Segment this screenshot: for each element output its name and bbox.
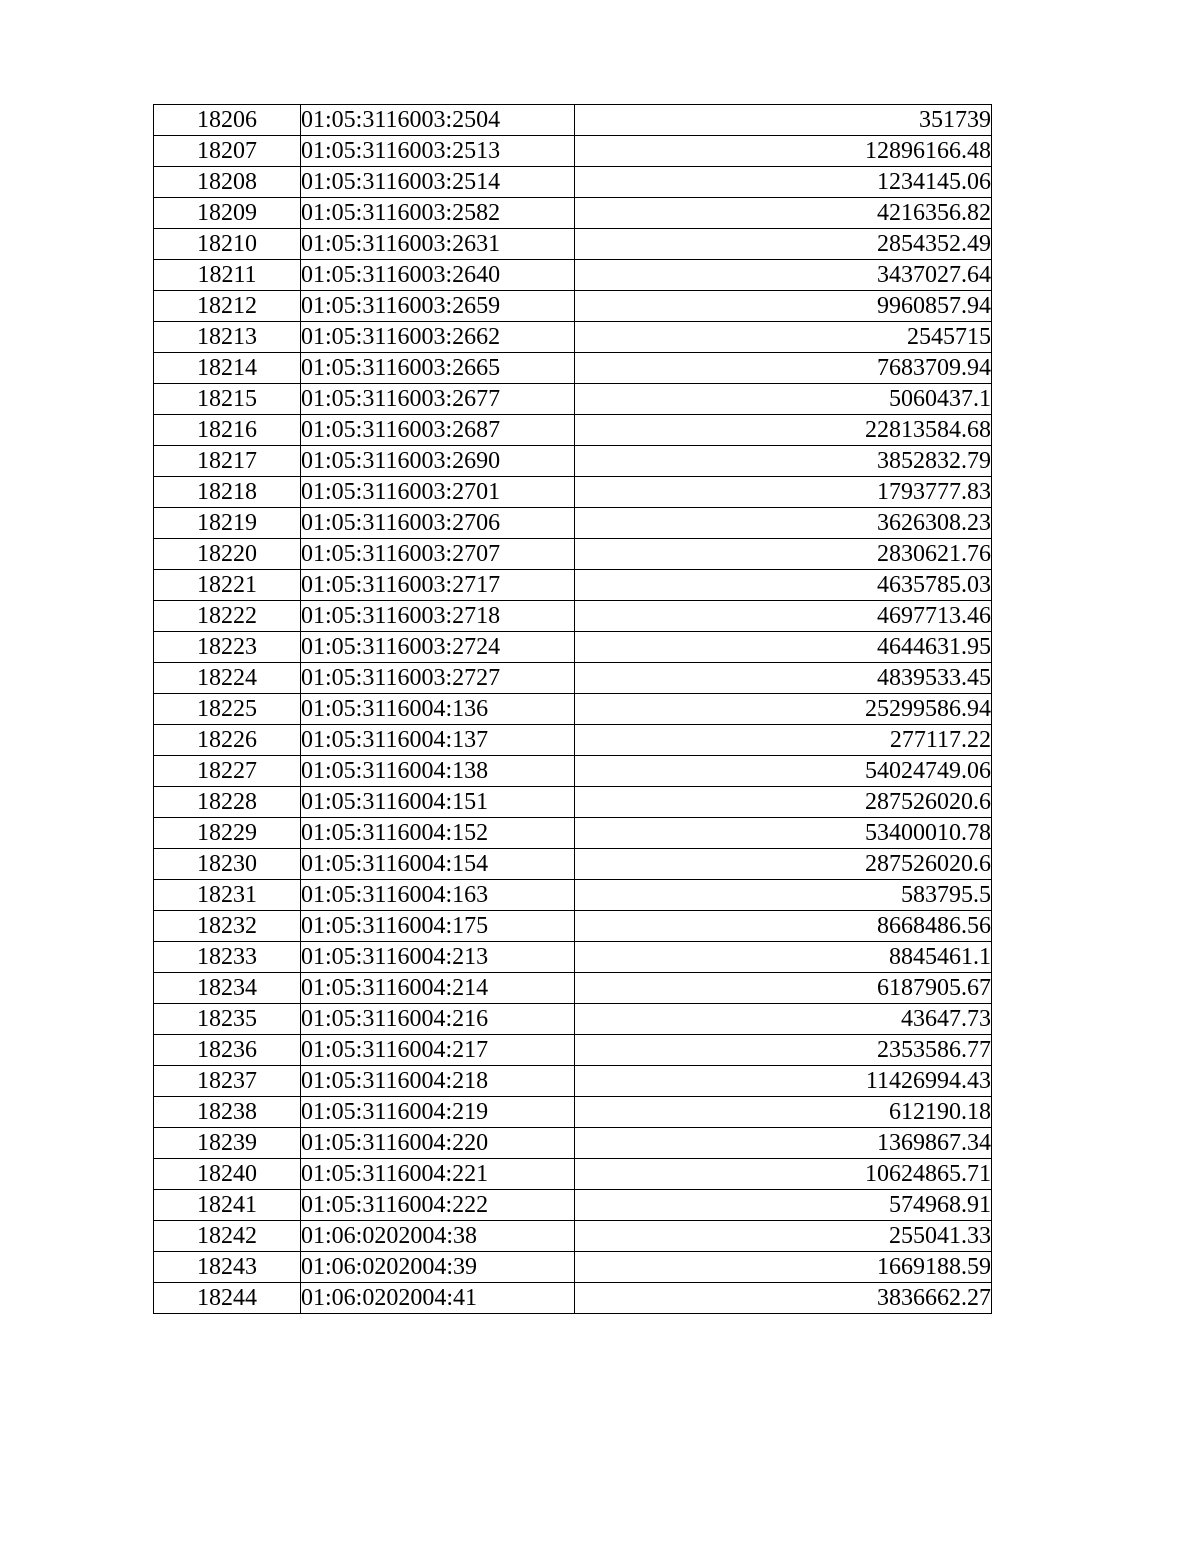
document-page xyxy=(153,104,991,1314)
table-row xyxy=(154,1190,992,1221)
row-id-cell: 18227 xyxy=(154,756,301,787)
value-cell: 4216356.82 xyxy=(575,198,992,229)
row-id-cell: 18243 xyxy=(154,1252,301,1283)
row-id-cell: 18234 xyxy=(154,973,301,1004)
row-id-cell: 18233 xyxy=(154,942,301,973)
row-id-cell: 18224 xyxy=(154,663,301,694)
table-row xyxy=(154,942,992,973)
value-cell: 3626308.23 xyxy=(575,508,992,539)
table-row xyxy=(154,229,992,260)
cadastral-code-cell: 01:05:3116004:137 xyxy=(301,725,575,756)
row-id-cell: 18231 xyxy=(154,880,301,911)
cadastral-code-cell: 01:05:3116003:2706 xyxy=(301,508,575,539)
cadastral-code-cell: 01:05:3116004:219 xyxy=(301,1097,575,1128)
table-row xyxy=(154,508,992,539)
cadastral-code-cell: 01:05:3116003:2707 xyxy=(301,539,575,570)
cadastral-code-cell: 01:05:3116003:2513 xyxy=(301,136,575,167)
row-id-cell: 18236 xyxy=(154,1035,301,1066)
cadastral-code-cell: 01:05:3116003:2717 xyxy=(301,570,575,601)
table-row xyxy=(154,446,992,477)
row-id-cell: 18229 xyxy=(154,818,301,849)
table-row xyxy=(154,415,992,446)
table-row xyxy=(154,849,992,880)
row-id-cell: 18214 xyxy=(154,353,301,384)
row-id-cell: 18238 xyxy=(154,1097,301,1128)
table-row xyxy=(154,291,992,322)
row-id-cell: 18208 xyxy=(154,167,301,198)
value-cell: 3852832.79 xyxy=(575,446,992,477)
value-cell: 2545715 xyxy=(575,322,992,353)
value-cell: 10624865.71 xyxy=(575,1159,992,1190)
value-cell: 287526020.6 xyxy=(575,849,992,880)
value-cell: 1793777.83 xyxy=(575,477,992,508)
value-cell: 12896166.48 xyxy=(575,136,992,167)
row-id-cell: 18235 xyxy=(154,1004,301,1035)
cadastral-code-cell: 01:05:3116004:213 xyxy=(301,942,575,973)
value-cell: 1369867.34 xyxy=(575,1128,992,1159)
table-row xyxy=(154,353,992,384)
cadastral-code-cell: 01:05:3116003:2662 xyxy=(301,322,575,353)
table-row xyxy=(154,911,992,942)
value-cell: 5060437.1 xyxy=(575,384,992,415)
table-row xyxy=(154,198,992,229)
value-cell: 53400010.78 xyxy=(575,818,992,849)
table-row xyxy=(154,818,992,849)
cadastral-code-cell: 01:05:3116003:2724 xyxy=(301,632,575,663)
cadastral-code-cell: 01:05:3116004:221 xyxy=(301,1159,575,1190)
row-id-cell: 18219 xyxy=(154,508,301,539)
table-row xyxy=(154,136,992,167)
cadastral-code-cell: 01:05:3116003:2504 xyxy=(301,105,575,136)
cadastral-code-cell: 01:05:3116004:175 xyxy=(301,911,575,942)
cadastral-code-cell: 01:06:0202004:41 xyxy=(301,1283,575,1314)
row-id-cell: 18241 xyxy=(154,1190,301,1221)
row-id-cell: 18240 xyxy=(154,1159,301,1190)
cadastral-code-cell: 01:05:3116004:218 xyxy=(301,1066,575,1097)
cadastral-code-cell: 01:05:3116003:2687 xyxy=(301,415,575,446)
cadastral-code-cell: 01:05:3116004:138 xyxy=(301,756,575,787)
value-cell: 7683709.94 xyxy=(575,353,992,384)
value-cell: 22813584.68 xyxy=(575,415,992,446)
table-row xyxy=(154,539,992,570)
cadastral-code-cell: 01:05:3116003:2665 xyxy=(301,353,575,384)
table-row xyxy=(154,1128,992,1159)
row-id-cell: 18221 xyxy=(154,570,301,601)
value-cell: 4839533.45 xyxy=(575,663,992,694)
value-cell: 3437027.64 xyxy=(575,260,992,291)
value-cell: 574968.91 xyxy=(575,1190,992,1221)
value-cell: 8668486.56 xyxy=(575,911,992,942)
table-row xyxy=(154,477,992,508)
table-row xyxy=(154,1252,992,1283)
row-id-cell: 18228 xyxy=(154,787,301,818)
table-row xyxy=(154,973,992,1004)
row-id-cell: 18209 xyxy=(154,198,301,229)
value-cell: 4697713.46 xyxy=(575,601,992,632)
cadastral-code-cell: 01:05:3116003:2514 xyxy=(301,167,575,198)
row-id-cell: 18225 xyxy=(154,694,301,725)
table-row xyxy=(154,632,992,663)
row-id-cell: 18206 xyxy=(154,105,301,136)
cadastral-code-cell: 01:05:3116004:152 xyxy=(301,818,575,849)
table-row xyxy=(154,601,992,632)
table-row xyxy=(154,1221,992,1252)
table-row xyxy=(154,725,992,756)
cadastral-code-cell: 01:05:3116004:220 xyxy=(301,1128,575,1159)
value-cell: 9960857.94 xyxy=(575,291,992,322)
cadastral-code-cell: 01:05:3116004:216 xyxy=(301,1004,575,1035)
value-cell: 277117.22 xyxy=(575,725,992,756)
value-cell: 6187905.67 xyxy=(575,973,992,1004)
value-cell: 54024749.06 xyxy=(575,756,992,787)
cadastral-code-cell: 01:05:3116003:2659 xyxy=(301,291,575,322)
value-cell: 255041.33 xyxy=(575,1221,992,1252)
table-row xyxy=(154,1283,992,1314)
table-body xyxy=(154,105,992,1314)
cadastral-code-cell: 01:05:3116004:154 xyxy=(301,849,575,880)
table-row xyxy=(154,1159,992,1190)
table-row xyxy=(154,663,992,694)
value-cell: 2854352.49 xyxy=(575,229,992,260)
row-id-cell: 18230 xyxy=(154,849,301,880)
cadastral-code-cell: 01:05:3116003:2631 xyxy=(301,229,575,260)
cadastral-code-cell: 01:05:3116004:163 xyxy=(301,880,575,911)
table-row xyxy=(154,322,992,353)
row-id-cell: 18237 xyxy=(154,1066,301,1097)
row-id-cell: 18242 xyxy=(154,1221,301,1252)
cadastral-code-cell: 01:05:3116003:2677 xyxy=(301,384,575,415)
row-id-cell: 18220 xyxy=(154,539,301,570)
row-id-cell: 18232 xyxy=(154,911,301,942)
table-row xyxy=(154,1004,992,1035)
value-cell: 1234145.06 xyxy=(575,167,992,198)
cadastral-code-cell: 01:05:3116004:217 xyxy=(301,1035,575,1066)
table-row xyxy=(154,694,992,725)
table-row xyxy=(154,105,992,136)
row-id-cell: 18222 xyxy=(154,601,301,632)
row-id-cell: 18226 xyxy=(154,725,301,756)
table-row xyxy=(154,167,992,198)
cadastral-code-cell: 01:06:0202004:38 xyxy=(301,1221,575,1252)
value-cell: 4644631.95 xyxy=(575,632,992,663)
row-id-cell: 18213 xyxy=(154,322,301,353)
cadastral-code-cell: 01:05:3116003:2727 xyxy=(301,663,575,694)
cadastral-code-cell: 01:06:0202004:39 xyxy=(301,1252,575,1283)
value-cell: 612190.18 xyxy=(575,1097,992,1128)
table-row xyxy=(154,880,992,911)
table-row xyxy=(154,1066,992,1097)
table-row xyxy=(154,787,992,818)
row-id-cell: 18217 xyxy=(154,446,301,477)
row-id-cell: 18218 xyxy=(154,477,301,508)
value-cell: 2830621.76 xyxy=(575,539,992,570)
row-id-cell: 18216 xyxy=(154,415,301,446)
cadastral-code-cell: 01:05:3116004:214 xyxy=(301,973,575,1004)
row-id-cell: 18215 xyxy=(154,384,301,415)
cadastral-code-cell: 01:05:3116003:2582 xyxy=(301,198,575,229)
row-id-cell: 18212 xyxy=(154,291,301,322)
cadastral-code-cell: 01:05:3116004:222 xyxy=(301,1190,575,1221)
row-id-cell: 18207 xyxy=(154,136,301,167)
value-cell: 287526020.6 xyxy=(575,787,992,818)
row-id-cell: 18223 xyxy=(154,632,301,663)
value-cell: 8845461.1 xyxy=(575,942,992,973)
cadastral-code-cell: 01:05:3116004:136 xyxy=(301,694,575,725)
cadastral-code-cell: 01:05:3116003:2690 xyxy=(301,446,575,477)
table-row xyxy=(154,756,992,787)
value-cell: 1669188.59 xyxy=(575,1252,992,1283)
value-cell: 351739 xyxy=(575,105,992,136)
row-id-cell: 18210 xyxy=(154,229,301,260)
data-table xyxy=(153,104,992,1314)
table-row xyxy=(154,570,992,601)
table-row xyxy=(154,1035,992,1066)
table-row xyxy=(154,1097,992,1128)
value-cell: 2353586.77 xyxy=(575,1035,992,1066)
table-row xyxy=(154,384,992,415)
value-cell: 43647.73 xyxy=(575,1004,992,1035)
cadastral-code-cell: 01:05:3116004:151 xyxy=(301,787,575,818)
row-id-cell: 18211 xyxy=(154,260,301,291)
table-row xyxy=(154,260,992,291)
row-id-cell: 18239 xyxy=(154,1128,301,1159)
cadastral-code-cell: 01:05:3116003:2640 xyxy=(301,260,575,291)
value-cell: 583795.5 xyxy=(575,880,992,911)
value-cell: 11426994.43 xyxy=(575,1066,992,1097)
value-cell: 25299586.94 xyxy=(575,694,992,725)
row-id-cell: 18244 xyxy=(154,1283,301,1314)
value-cell: 3836662.27 xyxy=(575,1283,992,1314)
cadastral-code-cell: 01:05:3116003:2701 xyxy=(301,477,575,508)
value-cell: 4635785.03 xyxy=(575,570,992,601)
cadastral-code-cell: 01:05:3116003:2718 xyxy=(301,601,575,632)
